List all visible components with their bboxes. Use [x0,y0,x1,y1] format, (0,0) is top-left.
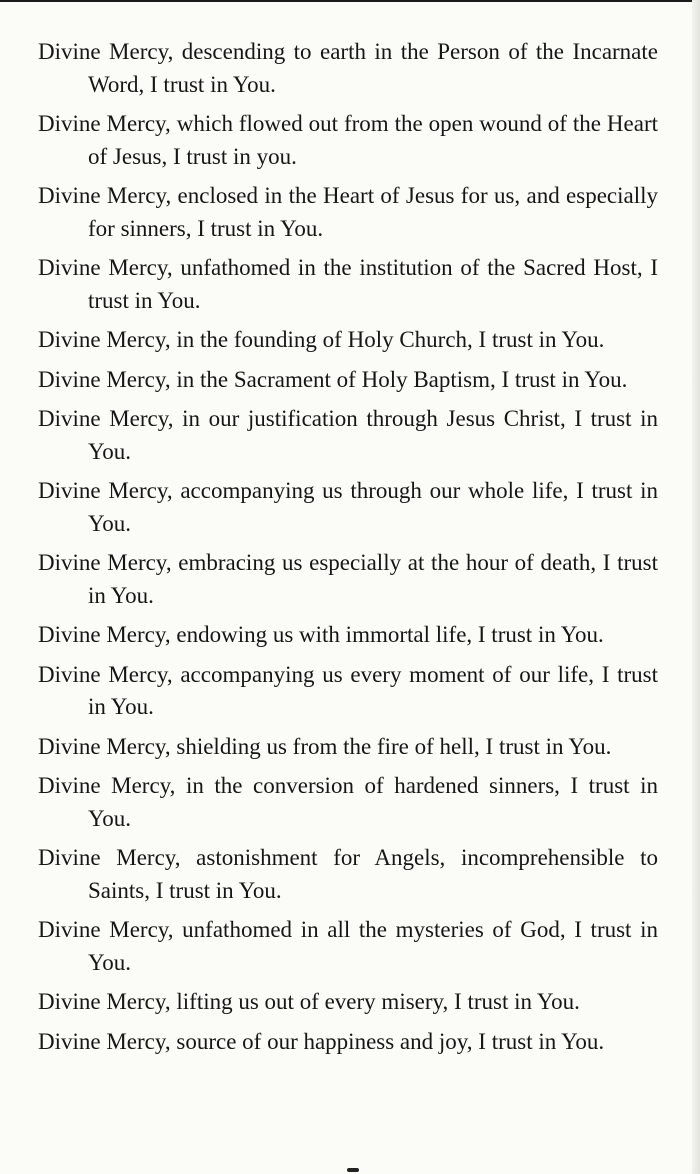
invocation-15: Divine Mercy, unfathomed in all the mysteries of God, I trust in You. [38,917,658,975]
invocation-8: Divine Mercy, accompanying us through our whole life, I trust in You. [38,478,658,536]
invocation-2: Divine Mercy, which flowed out from the open wound of the Heart of Jesus, I trust in you. [38,111,658,169]
page-right-edge [692,0,700,1174]
invocation-10: Divine Mercy, endowing us with immortal life, I trust in You. [38,622,604,647]
invocation-14: Divine Mercy, astonishment for Angels, incomprehensible to Saints, I trust in You. [38,845,658,903]
invocation-3: Divine Mercy, enclosed in the Heart of Jesus for us, and especially for sinners, I trust in You. [38,183,658,241]
page-top-edge [0,0,700,2]
page-bottom-mark [347,1168,359,1172]
invocation-9: Divine Mercy, embracing us especially at the hour of death, I trust in You. [38,550,658,608]
invocation-1: Divine Mercy, descending to earth in the Person of the Incarnate Word, I trust in You. [38,39,658,97]
invocation-4: Divine Mercy, unfathomed in the institution of the Sacred Host, I trust in You. [38,255,658,313]
invocation-11: Divine Mercy, accompanying us every moment of our life, I trust in You. [38,661,658,719]
invocation-5: Divine Mercy, in the founding of Holy Church, I trust in You. [38,327,605,352]
invocation-17: Divine Mercy, source of our happiness and joy, I trust in You. [38,1028,605,1054]
invocation-7: Divine Mercy, in our justification through Jesus Christ, I trust in You. [38,406,658,464]
invocation-16: Divine Mercy, lifting us out of every misery, I trust in You. [38,989,580,1014]
invocation-13: Divine Mercy, in the conversion of hardened sinners, I trust in You. [38,773,658,831]
invocation-12: Divine Mercy, shielding us from the fire of hell, I trust in You. [38,733,612,759]
invocation-6: Divine Mercy, in the Sacrament of Holy Baptism, I trust in You. [38,366,628,392]
